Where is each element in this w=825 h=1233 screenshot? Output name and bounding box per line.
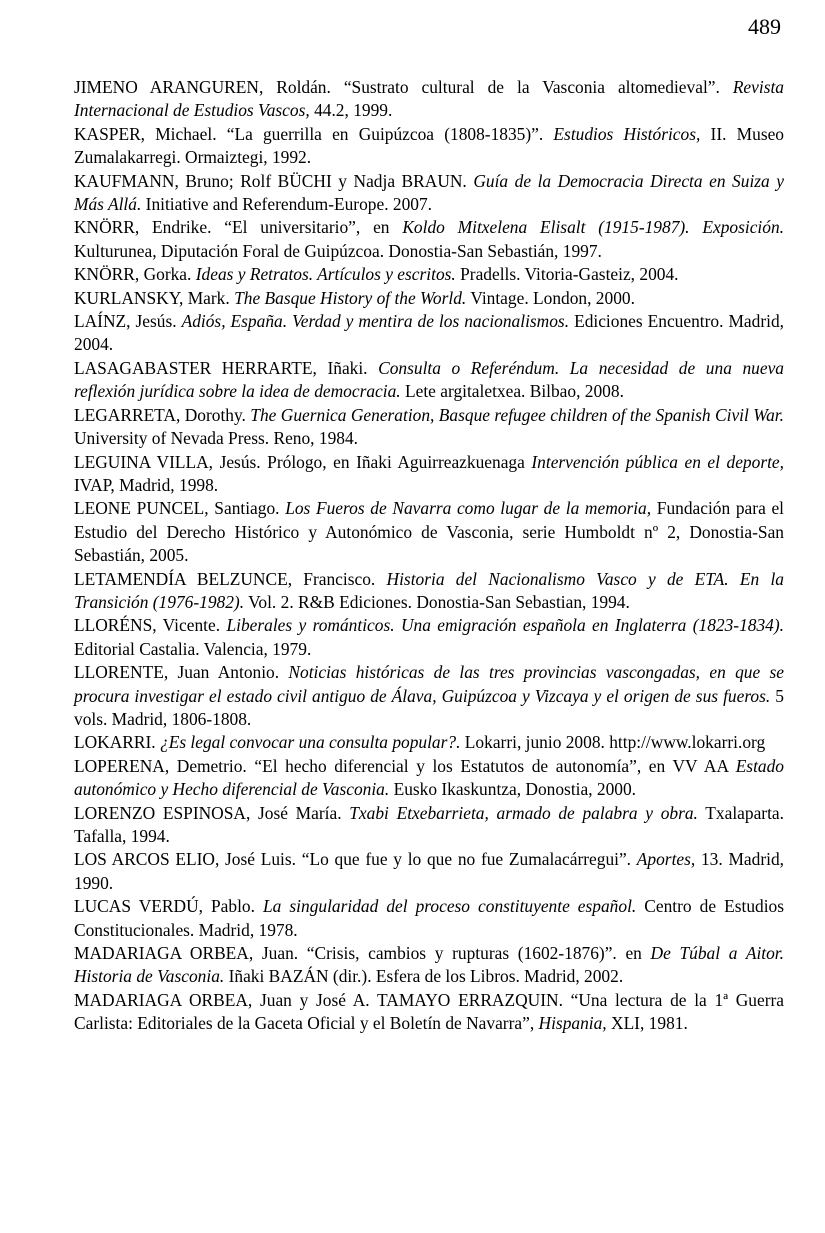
entry-title: Consulta o Referéndum. La necesidad de una nueva reflexión jurídica sobre la idea de democracia. [74, 357, 784, 402]
entry-title: Estudios Históricos, [553, 123, 701, 144]
entry-title: Intervención pública en el deporte, [531, 451, 784, 472]
entry-text: LLORÉNS, Vicente. [74, 615, 227, 636]
entry-text: Pradells. Vitoria-Gasteiz, 2004. [455, 264, 679, 285]
entry-text: KNÖRR, Endrike. “El universitario”, en [74, 217, 403, 238]
entry-text: Lete argitaletxea. Bilbao, 2008. [400, 381, 624, 402]
bibliography-entry [74, 755, 784, 802]
entry-text: LORENZO ESPINOSA, José María. [74, 802, 350, 823]
entry-title: Adiós, España. Verdad y mentira de los nacionalismos. [181, 311, 570, 332]
entry-title: Los Fueros de Navarra como lugar de la memoria, [285, 498, 652, 519]
entry-text: Iñaki BAZÁN (dir.). Esfera de los Libros. Madrid, 2002. [224, 966, 624, 987]
entry-text: Ediciones Encuentro. Madrid, 2004. [74, 311, 785, 355]
entry-title: Ideas y Retratos. Artículos y escritos. [195, 264, 456, 285]
entry-text: Editorial Castalia. Valencia, 1979. [74, 638, 312, 659]
entry-text: 5 vols. Madrid, 1806-1808. [74, 685, 784, 729]
bibliography-entry [74, 568, 784, 615]
entry-text: JIMENO ARANGUREN, Roldán. “Sustrato cultural de la Vasconia altomedieval”. [74, 77, 733, 97]
entry-title: ¿Es legal convocar una consulta popular?. [160, 732, 461, 753]
entry-text: LASAGABASTER HERRARTE, Iñaki. [74, 357, 379, 378]
entry-title: Historia del Nacionalismo Vasco y de ETA. En la Transición (1976-1982). [74, 568, 784, 612]
entry-title: Aportes, [636, 849, 696, 870]
bibliography-entry [74, 848, 784, 895]
entry-text: MADARIAGA ORBEA, Juan y José A. TAMAYO ERRAZQUIN. “Una lectura de la 1ª Guerra Carlista: Editoriales de la Gaceta Oficial y el Boletín de Navarra”, [74, 989, 784, 1034]
bibliography-entry [74, 614, 784, 661]
entry-text: LUCAS VERDÚ, Pablo. [74, 896, 263, 917]
entry-text: II. Museo Zumalakarregi. Ormaiztegi, 1992. [74, 123, 784, 168]
bibliography-entry [74, 731, 784, 754]
bibliography-entry [74, 310, 784, 357]
bibliography-entry [74, 170, 784, 217]
entry-title: Koldo Mitxelena Elisalt (1915-1987). Exposición. [402, 217, 784, 238]
bibliography-entry [74, 357, 784, 404]
entry-title: Revista Internacional de Estudios Vascos, [74, 77, 784, 121]
entry-text: KURLANSKY, Mark. [74, 287, 235, 308]
entry-title: Liberales y románticos. Una emigración española en Inglaterra (1823-1834). [226, 615, 784, 636]
entry-text: LOPERENA, Demetrio. “El hecho diferencial y los Estatutos de autonomía”, en VV AA [74, 755, 736, 776]
entry-text: KASPER, Michael. “La guerrilla en Guipúzcoa (1808-1835)”. [74, 123, 554, 144]
entry-text: LOKARRI. [74, 732, 160, 753]
entry-text: LOS ARCOS ELIO, José Luis. “Lo que fue y lo que no fue Zumalacárregui”. [74, 849, 637, 870]
page-number: 489 [748, 14, 781, 39]
entry-title: Guía de la Democracia Directa en Suiza y Más Allá. [74, 170, 784, 215]
entry-text: 44.2, 1999. [309, 100, 393, 121]
entry-text: LLORENTE, Juan Antonio. [74, 662, 289, 683]
entry-text: LETAMENDÍA BELZUNCE, Francisco. [74, 568, 387, 589]
entry-text: LEGUINA VILLA, Jesús. Prólogo, en Iñaki Aguirreazkuenaga [74, 451, 532, 472]
bibliography-entry [74, 216, 784, 263]
entry-title: La singularidad del proceso constituyente español. [263, 896, 637, 917]
entry-text: XLI, 1981. [606, 1013, 688, 1034]
entry-text: 13. Madrid, 1990. [74, 849, 784, 893]
entry-text: KAUFMANN, Bruno; Rolf BÜCHI y Nadja BRAUN. [74, 170, 474, 191]
bibliography-entry [74, 404, 784, 451]
entry-text: Centro de Estudios Constitucionales. Madrid, 1978. [74, 896, 784, 940]
entry-text: KNÖRR, Gorka. [74, 264, 196, 285]
bibliography-list [74, 76, 784, 1036]
bibliography-entry [74, 263, 784, 286]
bibliography-entry [74, 802, 784, 849]
entry-text: Kulturunea, Diputación Foral de Guipúzcoa. Donostia-San Sebastián, 1997. [74, 240, 602, 261]
bibliography-entry [74, 287, 784, 310]
entry-text: University of Nevada Press. Reno, 1984. [74, 428, 358, 449]
entry-text: Fundación para el Estudio del Derecho Histórico y Autonómico de Vasconia, serie Humboldt nº 2, Donostia-San Sebastián, 2005. [74, 498, 785, 566]
entry-text: Txalaparta. Tafalla, 1994. [74, 802, 784, 846]
bibliography-entry [74, 76, 784, 123]
entry-title: Estado autonómico y Hecho diferencial de Vasconia. [74, 755, 784, 800]
entry-text: Lokarri, junio 2008. http://www.lokarri.org [460, 732, 766, 753]
bibliography-entry [74, 451, 784, 498]
entry-title: De Túbal a Aitor. Historia de Vasconia. [74, 943, 784, 987]
entry-text: MADARIAGA ORBEA, Juan. “Crisis, cambios y rupturas (1602-1876)”. en [74, 943, 651, 964]
entry-title: Hispania, [538, 1013, 607, 1034]
entry-text: LEONE PUNCEL, Santiago. [74, 498, 286, 519]
entry-text: Vol. 2. R&B Ediciones. Donostia-San Sebastian, 1994. [244, 591, 630, 612]
bibliography-entry [74, 661, 784, 731]
bibliography-entry [74, 942, 784, 989]
entry-text: Initiative and Referendum-Europe. 2007. [141, 194, 433, 215]
entry-text: Eusko Ikaskuntza, Donostia, 2000. [389, 779, 637, 800]
entry-title: Noticias históricas de las tres provincias vascongadas, en que se procura investigar el estado civil antiguo de Álava, Guipúzcoa y Vizcaya y el origen de sus fueros. [74, 662, 784, 706]
entry-text: IVAP, Madrid, 1998. [74, 474, 219, 495]
bibliography-entry [74, 123, 784, 170]
entry-text: Vintage. London, 2000. [466, 287, 635, 308]
bibliography-entry [74, 895, 784, 942]
entry-title: The Basque History of the World. [234, 287, 467, 308]
entry-title: The Guernica Generation, Basque refugee children of the Spanish Civil War. [250, 404, 784, 425]
entry-text: LEGARRETA, Dorothy. [74, 404, 251, 425]
entry-title: Txabi Etxebarrieta, armado de palabra y obra. [349, 802, 698, 823]
bibliography-entry [74, 989, 784, 1036]
entry-text: LAÍNZ, Jesús. [74, 311, 182, 332]
bibliography-entry [74, 497, 784, 567]
